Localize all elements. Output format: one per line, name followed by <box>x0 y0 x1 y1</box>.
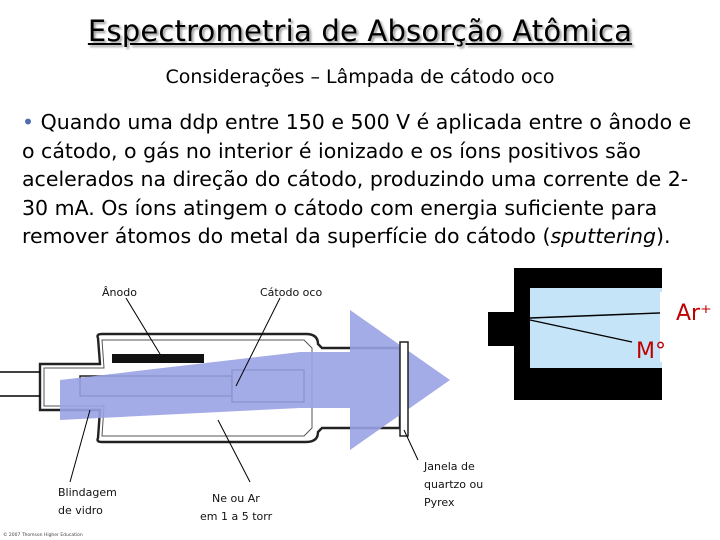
paragraph-text: Quando uma ddp entre 150 e 500 V é aplicada entre o ânodo e o cátodo, o gás no interior é ionizado e os íons positivos são acelerados na direção do cátodo, produzindo uma corrente de 2-30 mA. Os íons atingem o cátodo com energia suficiente para remover átomos do metal da superfície do cátodo ( <box>22 110 692 248</box>
quartz-window <box>400 342 408 436</box>
hollow-cathode-lamp-diagram <box>0 260 720 540</box>
bullet-icon: • <box>22 110 35 134</box>
label-shield-line2: de vidro <box>58 504 103 517</box>
label-window-line1: Janela de <box>424 460 475 473</box>
pointer-gas <box>218 420 250 482</box>
label-anode: Ânodo <box>102 286 137 299</box>
anode-bar <box>112 354 204 363</box>
copyright-text: © 2007 Thomson Higher Education <box>3 533 83 538</box>
label-window-line3: Pyrex <box>424 496 455 509</box>
sputtering-inset <box>488 268 720 400</box>
paragraph-emphasis: sputtering <box>550 224 657 248</box>
label-shield-line1: Blindagem <box>58 486 117 499</box>
label-gas-line2: em 1 a 5 torr <box>200 510 273 523</box>
paragraph-end: ). <box>656 224 671 248</box>
atom-label: M° <box>636 339 666 364</box>
label-hollow-cathode: Cátodo oco <box>260 286 323 299</box>
slide-title: Espectrometria de Absorção Atômica <box>87 14 633 48</box>
pointer-anode <box>126 298 160 354</box>
label-window-line2: quartzo ou <box>424 478 484 491</box>
slide-subtitle: Considerações – Lâmpada de cátodo oco <box>165 66 555 88</box>
inset-cathode-tip <box>488 312 518 346</box>
pointer-shield <box>70 410 90 482</box>
bullet-paragraph <box>22 108 702 251</box>
ion-label: Ar⁺ <box>676 301 712 326</box>
pointer-window <box>404 430 418 460</box>
label-gas-line1: Ne ou Ar <box>212 492 260 505</box>
